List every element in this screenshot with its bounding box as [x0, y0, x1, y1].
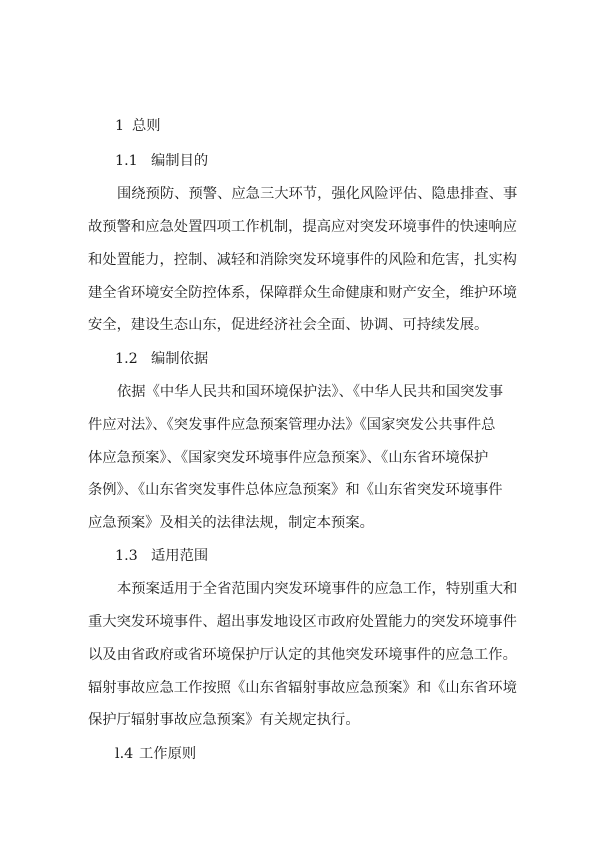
paragraph-line: 体应急预案》、《国家突发环境事件应急预案》、《山东省环境保护 [88, 450, 489, 466]
section-number: l.4 [115, 746, 134, 762]
paragraph-line: 应急预案》及相关的法律法规，制定本预案。 [88, 515, 374, 531]
paragraph-line: 本预案适用于全省范围内突发环境事件的应急工作，特别重大和 [117, 581, 518, 597]
section-title: 总则 [132, 118, 161, 134]
paragraph-line: 和处置能力，控制、减轻和消除突发环境事件的风险和危害，扎实构 [88, 252, 517, 268]
paragraph-line: 安全，建设生态山东，促进经济社会全面、协调、可持续发展。 [88, 317, 489, 333]
section-title: 适用范围 [151, 548, 209, 564]
section-heading-1-1 [115, 152, 208, 170]
paragraph-line: 重大突发环境事件、超出事发地设区市政府处置能力的突发环境事件 [88, 614, 517, 630]
paragraph-line: 故预警和应急处置四项工作机制，提高应对突发环境事件的快速响应 [88, 219, 517, 235]
section-title: 编制目的 [151, 153, 209, 169]
section-title: 编制依据 [151, 351, 209, 367]
section-number: 1.1 [115, 153, 138, 169]
paragraph-line: 围绕预防、预警、应急三大环节，强化风险评估、隐患排查、事 [117, 186, 518, 202]
paragraph-line: 件应对法》、《突发事件应急预案管理办法》《国家突发公共事件总 [88, 417, 496, 433]
paragraph-line: 依据《中华人民共和国环境保护法》、《中华人民共和国突发事 [117, 384, 504, 400]
section-heading-1-2 [115, 350, 208, 368]
section-heading-1-4 [115, 745, 196, 763]
section-number: 1.3 [115, 548, 138, 564]
section-heading-1 [115, 117, 161, 135]
section-number: 1.2 [115, 351, 138, 367]
section-number: 1 [115, 118, 125, 134]
paragraph-line: 条例》、《山东省突发事件总体应急预案》和《山东省突发环境事件 [88, 482, 503, 498]
paragraph-line: 建全省环境安全防控体系，保障群众生命健康和财产安全，维护环境 [88, 285, 517, 301]
paragraph-line: 保护厅辐射事故应急预案》有关规定执行。 [88, 712, 360, 728]
paragraph-line: 辐射事故应急工作按照《山东省辐射事故应急预案》和《山东省环境 [88, 680, 517, 696]
section-heading-1-3 [115, 547, 208, 565]
section-title: 工作原则 [139, 746, 197, 762]
paragraph-line: 以及由省政府或省环境保护厅认定的其他突发环境事件的应急工作。 [88, 647, 517, 663]
